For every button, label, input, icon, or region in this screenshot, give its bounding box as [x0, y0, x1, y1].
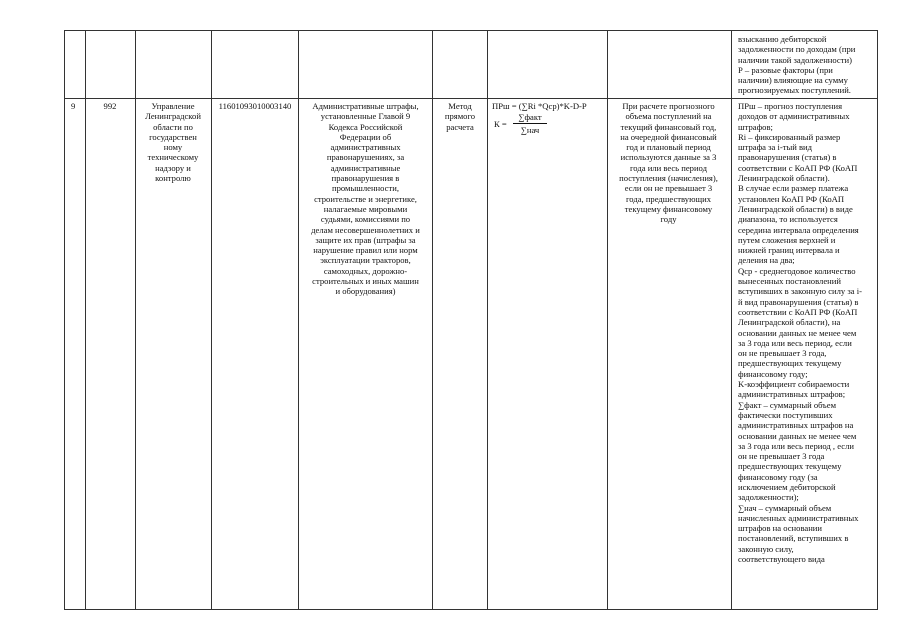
- admin-name: Управление Ленинградской области по государствен ному техническому надзору и контролю: [145, 101, 201, 184]
- calculation-method: Метод прямого расчета: [444, 101, 476, 132]
- column-border: [298, 30, 299, 610]
- column-border: [432, 30, 433, 610]
- row-number: 9: [71, 101, 76, 111]
- income-name: Административные штрафы, установленные Главой 9 Кодекса Российской Федерации об административных правонарушениях, за административные правонарушения в промышленности, строительстве и энергетике, налагаемые мировыми судьями, комиссиями по делам несовершеннолетних и защите их прав (штрафы за нарушение правил или норм эксплуатации тракторов, самоходных, дорожно- строительных и иных машин и оборудования): [311, 101, 420, 297]
- indicators-continuation: взысканию дебиторской задолженности по доходам (при наличии такой задолженности) Р – разовые факторы (при наличии) влияющие на сумму прогнозируемых поступлений.: [738, 34, 856, 96]
- row-divider: [64, 98, 877, 99]
- table-top-border: [64, 30, 877, 31]
- column-border: [731, 30, 732, 610]
- fraction-denominator: ∑нач: [520, 125, 540, 135]
- indicator-descriptions: ПРш – прогноз поступления доходов от административных штрафов; Ri – фиксированный размер штрафа за i-тый вид правонарушения (статья) в соответствии с КоАП РФ (КоАП Ленинградской области). В случае если размер платежа установлен КоАП РФ (КоАП Ленинградской области) в виде диапазона, то используется середина интервала определения путем сложения верхней и нижней границ интервала и деления на два; Qср - среднегодовое количество вынесенных постановлений вступивших в законную силу за i- й вид правонарушения (статья) в соответствии с КоАП РФ (КоАП Ленинградской области), на основании данных не менее чем за 3 года или весь период, если он не превышает 3 года, предшествующих текущему финансовому году; K-коэффициент собираемости административных штрафов; ∑факт – суммарный объем фактически поступивших административных штрафов на основании данных не менее чем за 3 года или весь период , если он не превышает 3 года предшествующих текущему финансовому году (за исключением дебиторской задолженности); ∑нач – суммарный объем начисленных административных штрафов на основании постановлений, вступивших в законную силу, соответствующего вида: [738, 101, 862, 565]
- column-border: [487, 30, 488, 610]
- fraction-numerator: ∑факт: [513, 112, 547, 124]
- kbk-code: 11601093010003140: [218, 101, 292, 111]
- admin-code: 992: [103, 101, 117, 111]
- forecast-formula: ПРш = (∑Ri *Qср)*K-D-P: [492, 101, 587, 111]
- column-border: [64, 30, 65, 610]
- column-border: [135, 30, 136, 610]
- coefficient-fraction: [513, 112, 547, 135]
- column-border: [607, 30, 608, 610]
- table-bottom-border: [64, 609, 877, 610]
- coefficient-k-label: К =: [494, 119, 507, 129]
- calculation-basis: При расчете прогнозного объема поступлений на текущий финансовый год, на очередной финансовый год и плановый период используются данные за 3 года или весь период поступления (начисления), если он не превышает 3 года, предшествующих текущему финансовому году: [619, 101, 718, 225]
- column-border: [211, 30, 212, 610]
- column-border: [85, 30, 86, 610]
